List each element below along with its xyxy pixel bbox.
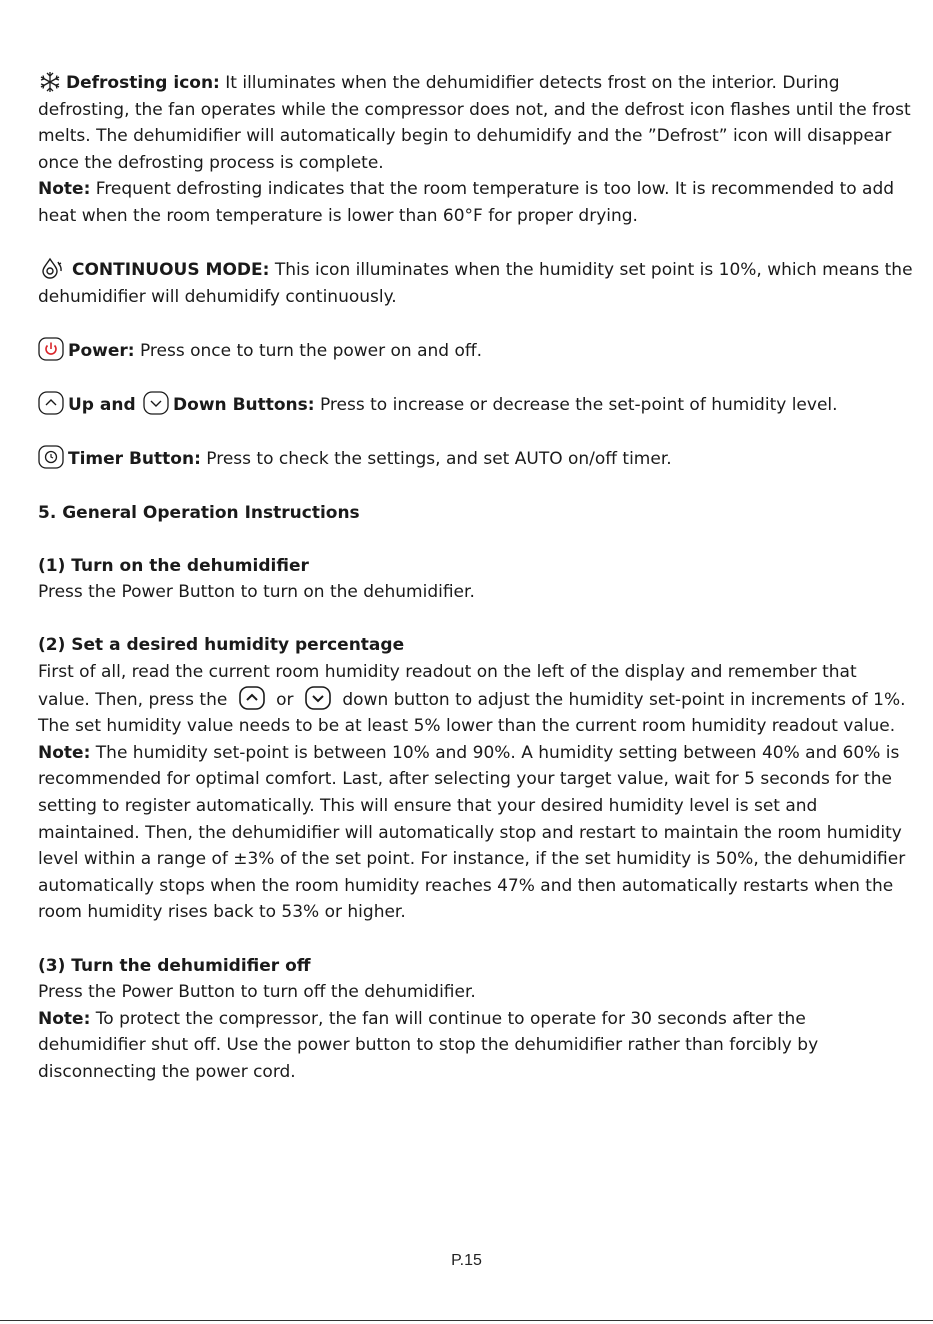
note-label: Note:: [38, 179, 91, 200]
step2-heading: (2) Set a desired humidity percentage: [38, 635, 405, 656]
power-icon: [38, 337, 64, 361]
continuous-text: This icon illuminates when the humidity set point is 10%, which means the dehumidifier will dehumidify continuously.: [38, 260, 913, 307]
down-title: Down Buttons:: [173, 395, 315, 416]
down-button-inline-icon: [305, 686, 331, 710]
step3-note: [38, 1006, 913, 1086]
note-text: Frequent defrosting indicates that the room temperature is too low. It is recommended to add heat when the room temperature is lower than 60°F for proper drying.: [38, 179, 895, 226]
defrost-paragraph: [38, 70, 913, 176]
power-paragraph: [38, 337, 913, 365]
power-title: Power:: [68, 340, 135, 361]
page-number: P.15: [451, 1252, 482, 1269]
step2-text: First of all, read the current room humidity readout on the left of the display and remember that value. Then, press the or down button to adjust the humidity set-point in increments of 1%. The set humidity value needs to be at least 5% lower than the current room humidity readout value.: [38, 662, 906, 737]
down-arrow-icon: [143, 391, 169, 415]
up-button-inline-icon: [239, 686, 265, 710]
note-label: Note:: [38, 1008, 91, 1029]
section-heading: 5. General Operation Instructions: [38, 502, 360, 523]
timer-paragraph: [38, 445, 913, 473]
defrost-title: Defrosting icon:: [66, 73, 220, 93]
defrost-text: It illuminates when the dehumidifier detects frost on the interior. During defrosting, the fan operates while the compressor does not, and the defrost icon flashes until the frost melts. The dehumidifier will automatically begin to dehumidify and the ”Defrost” icon will disappear once the defrosting process is complete.: [38, 73, 911, 173]
note-text: The humidity set-point is between 10% and 90%. A humidity setting between 40% and 60% is recommended for optimal comfort. Last, after selecting your target value, wait for 5 seconds for the setting to register automatically. This will ensure that your desired humidity level is set and maintained. Then, the dehumidifier will automatically stop and restart to maintain the room humidity level within a range of ±3% of the set point. For instance, if the set humidity is 50%, the dehumidifier automatically stops when the room humidity reaches 47% and then automatically restarts when the room humidity rises back to 53% or higher.: [38, 742, 906, 923]
power-text: Press once to turn the power on and off.: [134, 340, 483, 361]
up-title: Up and: [68, 395, 136, 416]
updown-text: Press to increase or decrease the set-point of humidity level.: [314, 395, 838, 416]
continuous-paragraph: [38, 256, 913, 310]
step1-text: Press the Power Button to turn on the dehumidifier.: [38, 582, 475, 603]
defrost-note: [38, 176, 913, 229]
step2-note: [38, 740, 913, 926]
bottom-rule: [0, 1320, 933, 1321]
note-label: Note:: [38, 742, 91, 763]
manual-page: [38, 70, 913, 1086]
updown-paragraph: [38, 391, 913, 419]
up-arrow-icon: [38, 391, 64, 415]
continuous-title: CONTINUOUS MODE:: [72, 260, 270, 281]
note-text: To protect the compressor, the fan will continue to operate for 30 seconds after the dehumidifier shut off. Use the power button to stop the dehumidifier rather than forcibly by disconnecting the power cord.: [38, 1008, 819, 1082]
snowflake-icon: [38, 71, 62, 93]
step1-heading: (1) Turn on the dehumidifier: [38, 555, 309, 576]
step3-text: Press the Power Button to turn off the dehumidifier.: [38, 982, 476, 1003]
timer-title: Timer Button:: [68, 449, 201, 470]
timer-text: Press to check the settings, and set AUTO on/off timer.: [200, 449, 672, 470]
timer-icon: [38, 445, 64, 469]
step3-heading: (3) Turn the dehumidifier off: [38, 955, 311, 976]
droplet-continuous-icon: [38, 256, 68, 280]
